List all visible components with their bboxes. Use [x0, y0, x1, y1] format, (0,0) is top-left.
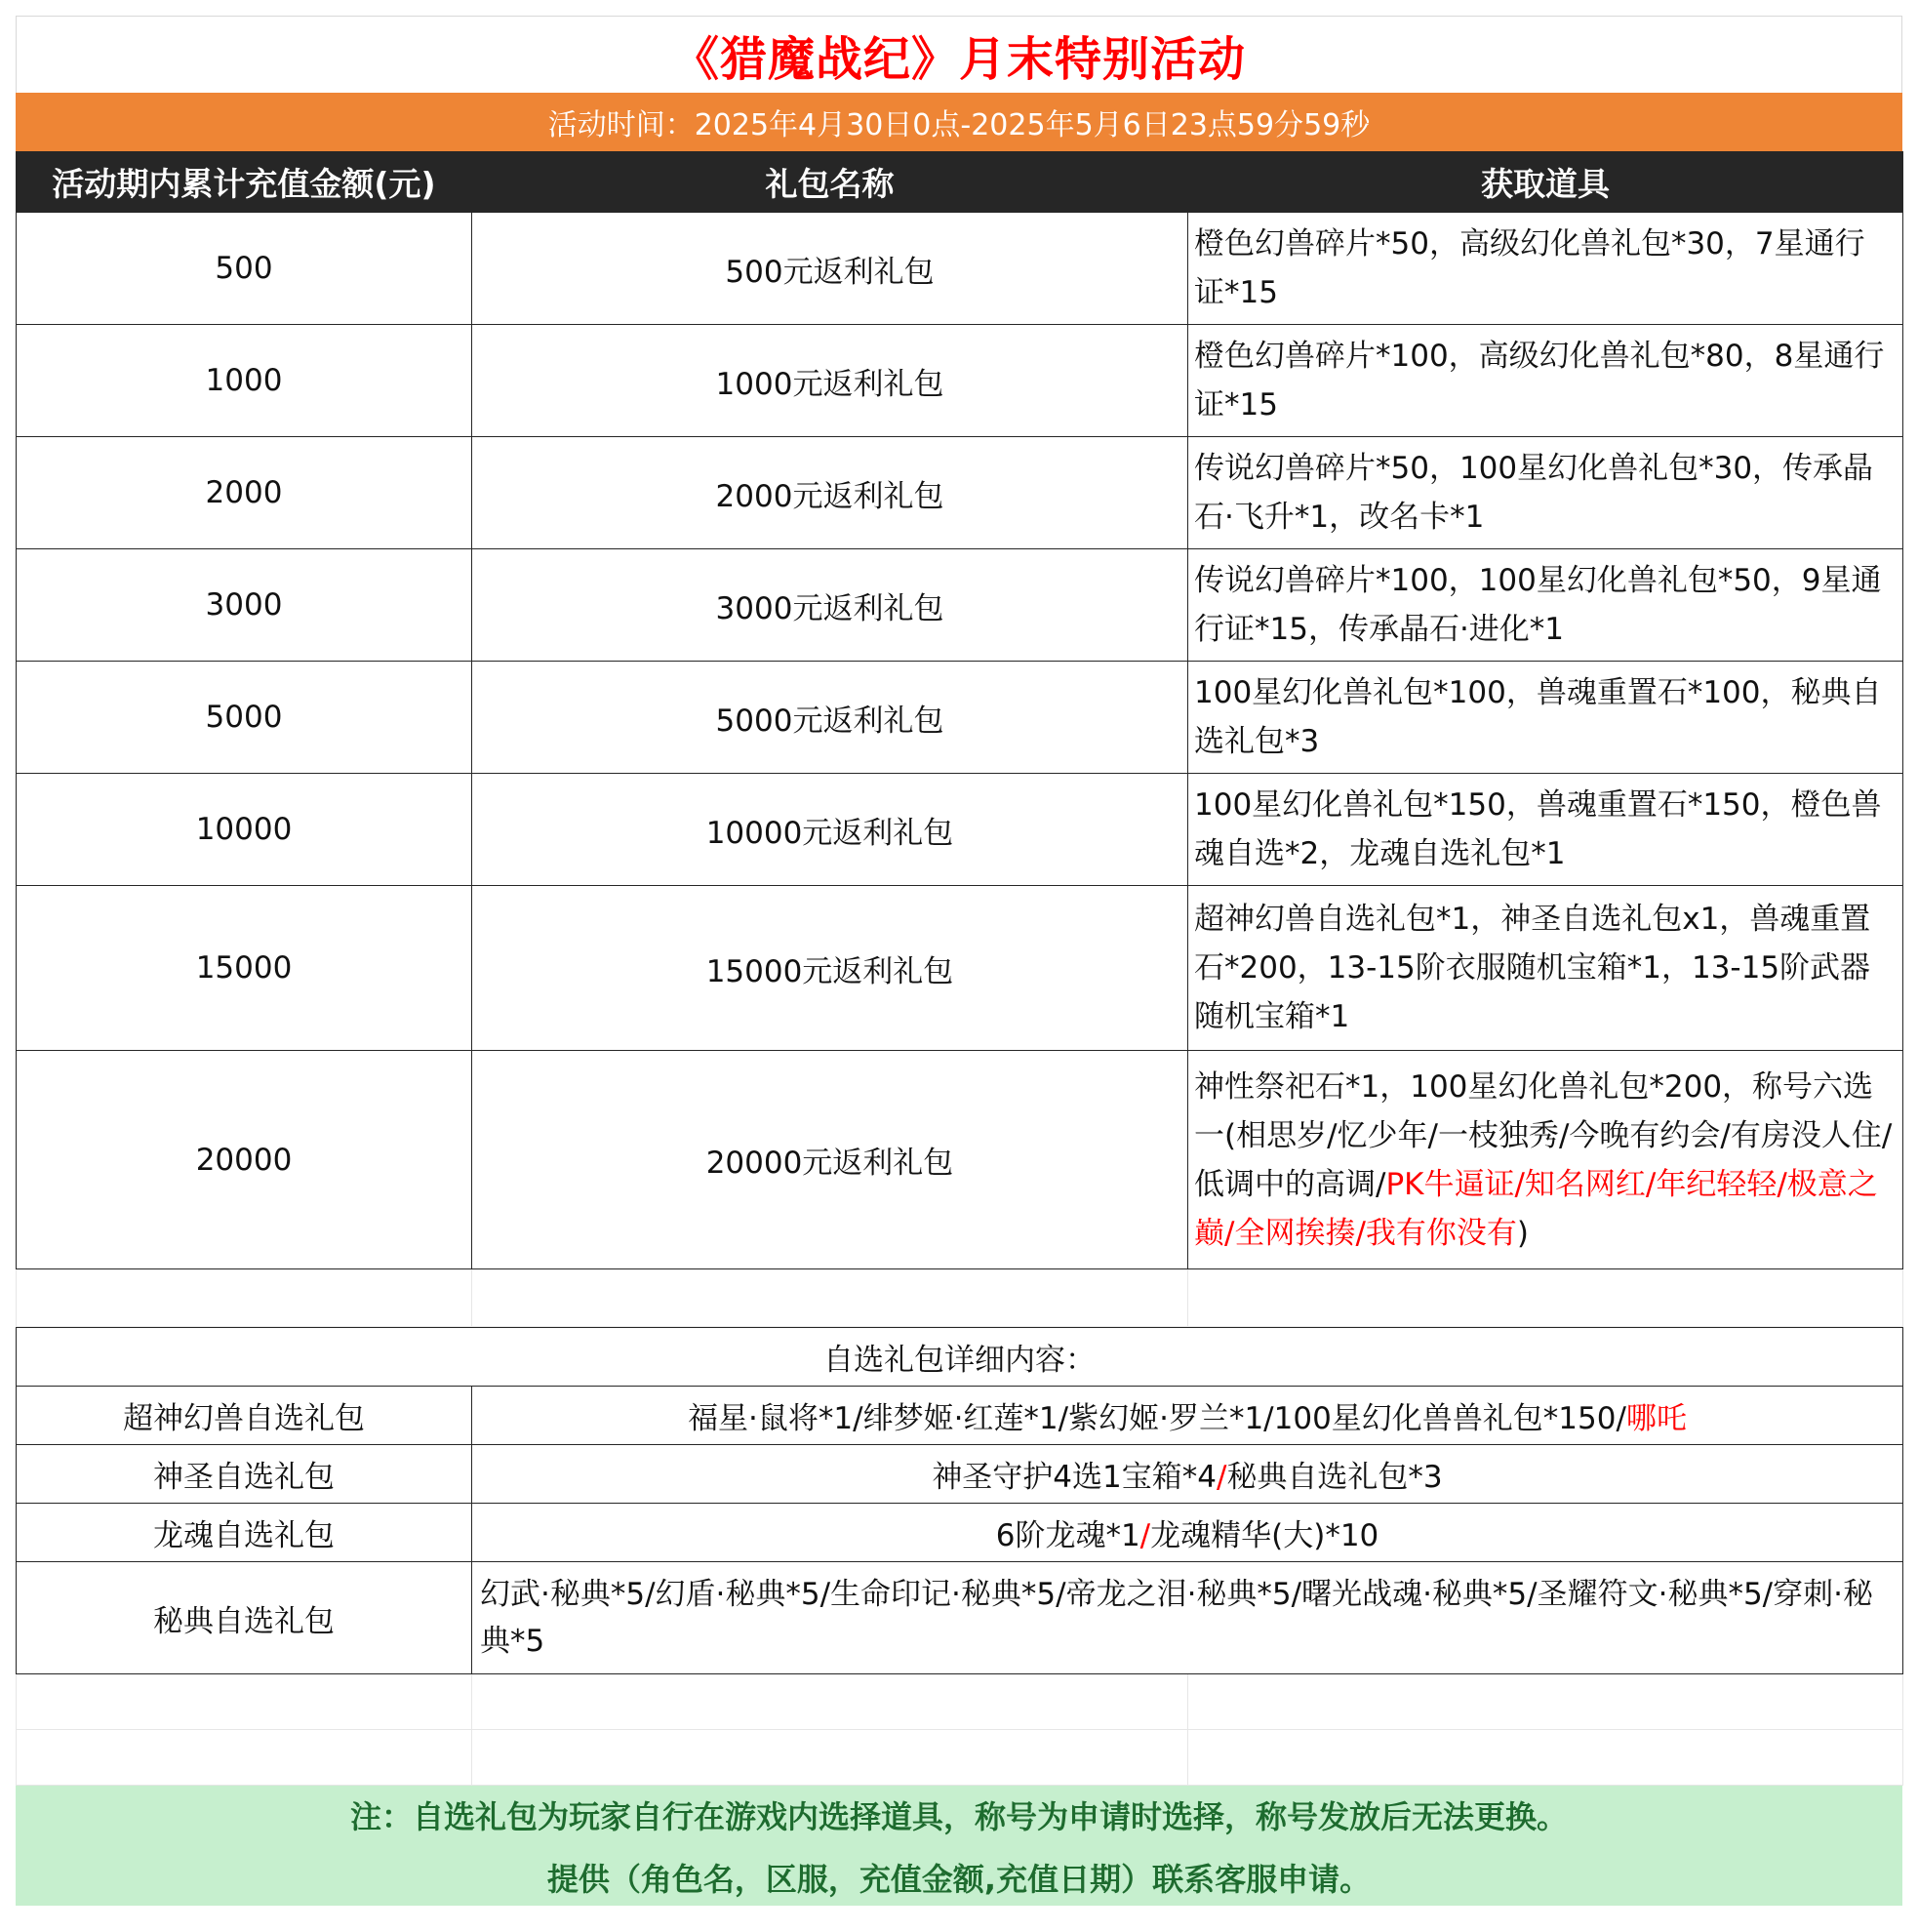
package-cell: 5000元返利礼包 — [472, 662, 1188, 774]
table-row — [17, 886, 1903, 1051]
items-cell: 100星幻化兽礼包*150，兽魂重置石*150，橙色兽魂自选*2，龙魂自选礼包*1 — [1188, 774, 1903, 886]
table-row — [17, 662, 1903, 774]
table-row — [17, 1051, 1903, 1269]
optional-pack-detail-table — [16, 1327, 1903, 1674]
pack-content-text: 6阶龙魂*1 — [995, 1518, 1140, 1553]
package-cell: 2000元返利礼包 — [472, 437, 1188, 549]
table-row — [17, 774, 1903, 886]
pack-separator: / — [1139, 1518, 1151, 1553]
blank-row — [16, 1674, 1903, 1786]
column-header-amount: 活动期内累计充值金额(元) — [17, 152, 472, 213]
blank-row — [16, 1269, 1903, 1327]
amount-cell: 3000 — [17, 549, 472, 662]
empty-cell — [472, 1269, 1188, 1327]
package-cell: 500元返利礼包 — [472, 213, 1188, 325]
amount-cell: 20000 — [17, 1051, 472, 1269]
note-banner — [16, 1786, 1902, 1906]
pack-content-highlight: 哪吒 — [1625, 1401, 1687, 1436]
pack-content-cell — [472, 1387, 1903, 1445]
empty-cell — [472, 1674, 1188, 1730]
spreadsheet — [16, 16, 1902, 1906]
amount-cell: 1000 — [17, 325, 472, 437]
pack-name-cell: 龙魂自选礼包 — [17, 1504, 472, 1562]
table-row — [17, 1562, 1903, 1674]
table-row — [17, 1387, 1903, 1445]
empty-cell — [17, 1269, 472, 1327]
pack-content-text: 龙魂精华(大)*10 — [1150, 1518, 1379, 1553]
items-cell: 橙色幻兽碎片*50，高级幻化兽礼包*30，7星通行证*15 — [1188, 213, 1903, 325]
table-row — [17, 1504, 1903, 1562]
items-text-end: ) — [1516, 1215, 1529, 1251]
table-row — [17, 213, 1903, 325]
page-title: 《猎魔战纪》月末特别活动 — [16, 16, 1902, 93]
items-text: 神性祭祀石*1，100星幻化兽礼包*200，称号六选一(相思岁/忆少年/一枝独秀/今晚有约会/有房没人住/低调中的高调/ — [1194, 1068, 1893, 1202]
pack-separator: / — [1216, 1460, 1227, 1495]
note-line-1: 注：自选礼包为玩家自行在游戏内选择道具，称号为申请时选择，称号发放后无法更换。 — [349, 1797, 1568, 1835]
items-cell: 橙色幻兽碎片*100，高级幻化兽礼包*80，8星通行证*15 — [1188, 325, 1903, 437]
amount-cell: 500 — [17, 213, 472, 325]
amount-cell: 15000 — [17, 886, 472, 1051]
items-cell: 100星幻化兽礼包*100，兽魂重置石*100，秘典自选礼包*3 — [1188, 662, 1903, 774]
empty-cell — [472, 1730, 1188, 1786]
table-row — [17, 549, 1903, 662]
pack-content-cell — [472, 1445, 1903, 1504]
empty-cell — [17, 1730, 472, 1786]
amount-cell: 10000 — [17, 774, 472, 886]
detail-header-row — [17, 1328, 1903, 1387]
table-header-row — [17, 152, 1903, 213]
empty-cell — [1188, 1269, 1903, 1327]
amount-cell: 5000 — [17, 662, 472, 774]
items-cell: 传说幻兽碎片*50，100星幻化兽礼包*30，传承晶石·飞升*1，改名卡*1 — [1188, 437, 1903, 549]
pack-content-text: 福星·鼠将*1/绯梦姬·红莲*1/紫幻姬·罗兰*1/100星幻化兽兽礼包*150/ — [688, 1401, 1626, 1436]
pack-name-cell: 超神幻兽自选礼包 — [17, 1387, 472, 1445]
package-cell: 3000元返利礼包 — [472, 549, 1188, 662]
column-header-package: 礼包名称 — [472, 152, 1188, 213]
table-row — [17, 437, 1903, 549]
pack-content-cell: 幻武·秘典*5/幻盾·秘典*5/生命印记·秘典*5/帝龙之泪·秘典*5/曙光战魂·秘典*5/圣耀符文·秘典*5/穿刺·秘典*5 — [472, 1562, 1903, 1674]
items-highlight-text: PK牛逼证/知名网红/年纪轻轻/极意之巅/全网挨揍/我有你没有 — [1194, 1166, 1878, 1251]
items-cell: 超神幻兽自选礼包*1，神圣自选礼包x1，兽魂重置石*200，13-15阶衣服随机宝箱*1，13-15阶武器随机宝箱*1 — [1188, 886, 1903, 1051]
items-cell — [1188, 1051, 1903, 1269]
table-row — [17, 325, 1903, 437]
note-line-2: 提供（角色名，区服，充值金额,充值日期）联系客服申请。 — [546, 1860, 1372, 1898]
column-header-items: 获取道具 — [1188, 152, 1903, 213]
pack-content-cell — [472, 1504, 1903, 1562]
empty-cell — [1188, 1730, 1903, 1786]
empty-cell — [17, 1674, 472, 1730]
table-row — [17, 1445, 1903, 1504]
items-cell: 传说幻兽碎片*100，100星幻化兽礼包*50，9星通行证*15，传承晶石·进化*1 — [1188, 549, 1903, 662]
rebate-table — [16, 151, 1903, 1269]
amount-cell: 2000 — [17, 437, 472, 549]
pack-content-text: 神圣守护4选1宝箱*4 — [932, 1460, 1217, 1495]
package-cell: 10000元返利礼包 — [472, 774, 1188, 886]
activity-time-bar: 活动时间：2025年4月30日0点-2025年5月6日23点59分59秒 — [16, 93, 1902, 151]
detail-header: 自选礼包详细内容： — [17, 1328, 1903, 1387]
empty-cell — [1188, 1674, 1903, 1730]
package-cell: 20000元返利礼包 — [472, 1051, 1188, 1269]
package-cell: 15000元返利礼包 — [472, 886, 1188, 1051]
pack-name-cell: 神圣自选礼包 — [17, 1445, 472, 1504]
pack-content-text: 秘典自选礼包*3 — [1226, 1460, 1443, 1495]
package-cell: 1000元返利礼包 — [472, 325, 1188, 437]
pack-name-cell: 秘典自选礼包 — [17, 1562, 472, 1674]
